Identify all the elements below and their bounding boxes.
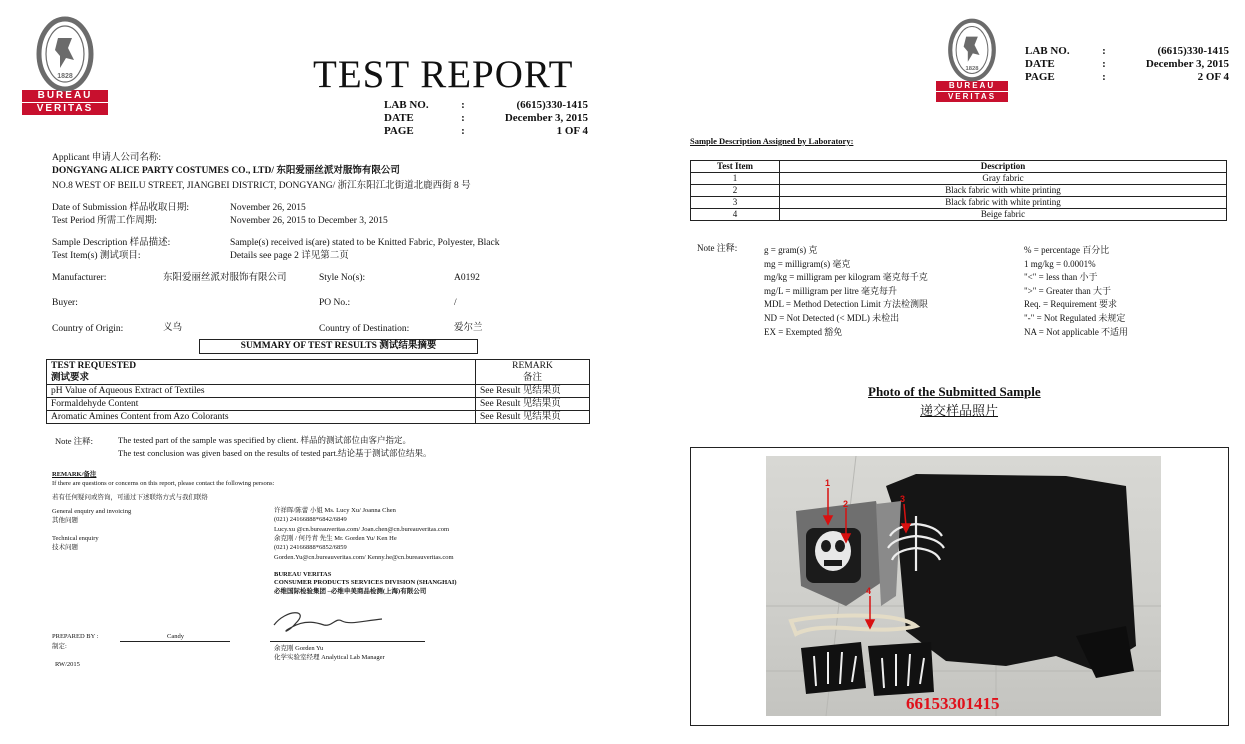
- summary-head-test: [47, 360, 476, 385]
- manufacturer: 东阳爱丽丝派对服饰有限公司: [163, 273, 287, 283]
- note-label: Note 注释:: [55, 436, 94, 446]
- abbrev-right-column: [1024, 244, 1128, 339]
- applicant-name: DONGYANG ALICE PARTY COSTUMES CO., LTD/ 东阳爱丽丝派对服饰有限公司: [52, 166, 400, 176]
- photo-label-4: 4: [866, 586, 872, 596]
- bureau-veritas-logo: [936, 18, 1008, 102]
- summary-remark: See Result 见结果页: [476, 385, 590, 398]
- manufacturer-label: Manufacturer:: [52, 273, 107, 283]
- photo-title: Photo of the Submitted Sample: [868, 384, 1041, 399]
- report-page-1: [0, 0, 620, 744]
- note-line-2: The test conclusion was given based on the results of tested part.结论基于测试部位结果。: [118, 448, 432, 458]
- table-row: [691, 173, 1227, 185]
- tech-contact-1: 余克刚 / 何丹青 先生 Mr. Gorden Yu/ Ken He: [274, 535, 397, 542]
- summary-head-remark: [476, 360, 590, 385]
- prepared-label: PREPARED BY :: [52, 633, 99, 640]
- remark-title: REMARK/备注: [52, 471, 97, 478]
- photo-label-3: 3: [900, 494, 906, 504]
- table-row: [47, 411, 590, 424]
- report-title: TEST REPORT: [313, 53, 574, 96]
- page-label: PAGE: [384, 125, 414, 137]
- signature-line: [270, 641, 425, 642]
- abbrev-item: g = gram(s) 克: [764, 245, 818, 255]
- remark-header: REMARK: [512, 361, 553, 371]
- abbrev-item: "-" = Not Regulated 未规定: [1024, 312, 1126, 323]
- technical-enquiry-label: Technical enquiry: [52, 535, 99, 542]
- general-contact-2: (021) 24166888*6842/6849: [274, 516, 347, 523]
- sample-photo: [766, 456, 1161, 716]
- applicant-label: Applicant 申请人公司名称:: [52, 153, 161, 163]
- general-enquiry-label: General enquiry and invoicing: [52, 508, 132, 515]
- bv-bar-bureau: BUREAU: [22, 90, 108, 102]
- bv-seal-icon: [22, 16, 108, 92]
- abbrev-item: NA = Not applicable 不适用: [1024, 326, 1129, 337]
- po-label: PO No.:: [319, 298, 351, 308]
- colon: :: [461, 99, 465, 111]
- sample-item: 3: [691, 197, 780, 209]
- applicant-address: NO.8 WEST OF BEILU STREET, JIANGBEI DISTRICT, DONGYANG/ 浙江东阳江北街道北鹿西街 8 号: [52, 181, 471, 191]
- abbrev-item: 1 mg/kg = 0.0001%: [1024, 258, 1096, 269]
- prepared-label-cn: 制定:: [52, 643, 67, 650]
- abbrev-item: MDL = Method Detection Limit 方法检测限: [764, 299, 928, 310]
- technical-enquiry-label-cn: 技术问题: [52, 544, 78, 551]
- report-header-info: [1025, 45, 1229, 84]
- abbrev-note-label: Note 注释:: [697, 243, 738, 253]
- abbrev-item: EX = Exempted 豁免: [764, 326, 843, 337]
- submission-date: November 26, 2015: [230, 203, 306, 213]
- table-row: [691, 161, 1227, 173]
- signer-title: 化学实验室经理 Analytical Lab Manager: [274, 654, 385, 661]
- country-destination: 爱尔兰: [454, 323, 483, 333]
- sample-item: 1: [691, 173, 780, 185]
- summary-remark: See Result 见结果页: [476, 411, 590, 424]
- period-label: Test Period 所需工作周期:: [52, 216, 157, 226]
- bv-bar-veritas: VERITAS: [936, 92, 1008, 102]
- glove-left: [801, 642, 866, 694]
- page-number: 2 OF 4: [1197, 71, 1229, 83]
- report-header-info: [384, 99, 588, 138]
- abbrev-item: mg = milligram(s) 毫克: [764, 258, 851, 269]
- table-row: [691, 185, 1227, 197]
- abbrev-item: ND = Not Detected (< MDL) 未检出: [764, 312, 900, 323]
- colon: :: [1102, 45, 1106, 57]
- remark-header-cn: 备注: [522, 373, 542, 383]
- test-requested-header-cn: 测试要求: [51, 373, 90, 383]
- summary-remark: See Result 见结果页: [476, 398, 590, 411]
- test-requested-header: TEST REQUESTED: [51, 361, 137, 371]
- sample-item: 2: [691, 185, 780, 197]
- items-label: Test Item(s) 测试项目:: [52, 251, 141, 261]
- style-label: Style No(s):: [319, 273, 366, 283]
- abbrev-item: mg/kg = milligram per kilogram 毫克每千克: [764, 272, 928, 283]
- signer-name: 余克刚 Gorden Yu: [274, 645, 324, 652]
- style-number: A0192: [454, 273, 480, 283]
- remark-line-1: If there are questions or concerns on this report, please contact the following persons:: [52, 480, 275, 487]
- sample-desc: Black fabric with white printing: [780, 185, 1227, 197]
- sample-photo-drawing: [766, 456, 1161, 716]
- description-header: Description: [780, 161, 1227, 173]
- date-label: DATE: [384, 112, 414, 124]
- summary-test: Aromatic Amines Content from Azo Colorants: [47, 411, 476, 424]
- abbrev-left-column: [764, 244, 928, 339]
- photo-title-cn: 递交样品照片: [920, 403, 999, 418]
- page-label: PAGE: [1025, 71, 1055, 83]
- tech-contact-2: (021) 24166888*6852/6859: [274, 544, 347, 551]
- abbrev-item: mg/L = milligram per litre 毫克每升: [764, 285, 897, 296]
- date-label: DATE: [1025, 58, 1055, 70]
- table-row: [47, 360, 590, 385]
- remark-line-2: 若有任何疑问或咨询，可通过下述联络方式与我们联络: [52, 494, 208, 501]
- company-division: CONSUMER PRODUCTS SERVICES DIVISION (SHANGHAI): [274, 579, 457, 586]
- sample-desc: Gray fabric: [780, 173, 1227, 185]
- sample-desc: Beige fabric: [780, 209, 1227, 221]
- report-date: December 3, 2015: [504, 112, 588, 124]
- abbrev-item: Req. = Requirement 要求: [1024, 299, 1118, 310]
- page-number: 1 OF 4: [556, 125, 588, 137]
- glove-right: [868, 642, 934, 696]
- submission-label: Date of Submission 样品收取日期:: [52, 203, 189, 213]
- table-row: [47, 398, 590, 411]
- tech-contact-3: Gorden.Yu@cn.bureauveritas.com/ Kenny.he@cn.bureauveritas.com: [274, 554, 454, 561]
- lab-no-label: LAB NO.: [1025, 45, 1070, 57]
- sample-item: 4: [691, 209, 780, 221]
- bureau-veritas-logo: [22, 16, 108, 115]
- lab-no: (6615)330-1415: [516, 99, 588, 111]
- colon: :: [461, 112, 465, 124]
- general-contact-3: Lucy.xu @cn.bureauveritas.com/ Joan.chen@cn.bureauveritas.com: [274, 526, 450, 533]
- sample-label: Sample Description 样品描述:: [52, 238, 171, 248]
- test-period: November 26, 2015 to December 3, 2015: [230, 216, 388, 226]
- abbrev-item: ">" = Greater than 大于: [1024, 285, 1111, 296]
- lab-no: (6615)330-1415: [1157, 45, 1229, 57]
- report-date: December 3, 2015: [1145, 58, 1229, 70]
- abbrev-item: % = percentage 百分比: [1024, 245, 1110, 255]
- abbrev-item: "<" = less than 小于: [1024, 272, 1098, 283]
- sample-description-table: [690, 160, 1227, 221]
- destination-label: Country of Destination:: [319, 324, 410, 334]
- signature: [266, 603, 396, 643]
- sample-desc: Black fabric with white printing: [780, 197, 1227, 209]
- footer-code: RW/2015: [55, 661, 80, 668]
- bv-bar-veritas: VERITAS: [22, 103, 108, 115]
- colon: :: [1102, 58, 1106, 70]
- company-name: BUREAU VERITAS: [274, 571, 332, 578]
- general-contact-1: 许祥晖/陈蕾 小姐 Ms. Lucy Xu/ Joanna Chen: [274, 507, 396, 514]
- country-origin: 义乌: [163, 323, 183, 333]
- summary-test: pH Value of Aqueous Extract of Textiles: [47, 385, 476, 398]
- photo-label-1: 1: [825, 478, 831, 488]
- buyer-label: Buyer:: [52, 298, 78, 308]
- summary-table: [46, 359, 590, 424]
- table-row: [691, 209, 1227, 221]
- photo-label-2: 2: [843, 499, 849, 509]
- colon: :: [461, 125, 465, 137]
- prepared-by: Candy: [167, 633, 184, 640]
- table-row: [691, 197, 1227, 209]
- company-name-cn: 必维国际检验集团 –必维申美商品检测(上海)有限公司: [274, 588, 427, 595]
- lab-no-label: LAB NO.: [384, 99, 429, 111]
- test-items: Details see page 2 详见第二页: [230, 251, 349, 261]
- sample-description: Sample(s) received is(are) stated to be Knitted Fabric, Polyester, Black: [230, 238, 500, 248]
- bv-seal-icon: [936, 18, 1008, 82]
- summary-test: Formaldehyde Content: [47, 398, 476, 411]
- colon: :: [1102, 71, 1106, 83]
- general-enquiry-label-cn: 其他问题: [52, 517, 78, 524]
- test-item-header: Test Item: [691, 161, 780, 173]
- origin-label: Country of Origin:: [52, 324, 124, 334]
- svg-text:1828: 1828: [965, 66, 979, 73]
- svg-text:1828: 1828: [57, 73, 73, 80]
- note-line-1: The tested part of the sample was specified by client. 样品的测试部位由客户指定。: [118, 435, 411, 445]
- po-number: /: [454, 298, 457, 308]
- photo-code: 66153301415: [906, 694, 1000, 713]
- table-row: [47, 385, 590, 398]
- assigned-title: Sample Description Assigned by Laboratory:: [690, 136, 854, 146]
- bv-bar-bureau: BUREAU: [936, 81, 1008, 91]
- summary-title: SUMMARY OF TEST RESULTS 测试结果摘要: [199, 339, 478, 354]
